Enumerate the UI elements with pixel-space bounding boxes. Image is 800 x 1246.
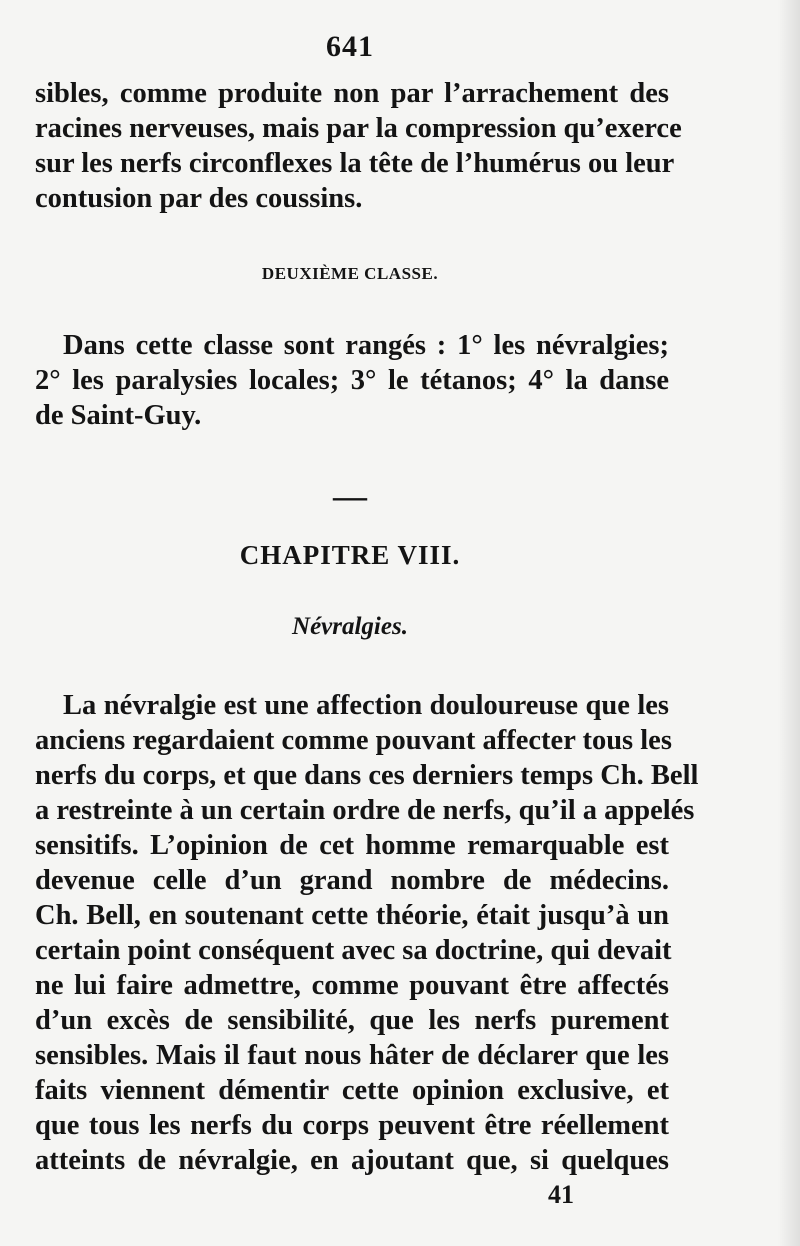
class-heading: DEUXIÈME CLASSE. (261, 264, 439, 283)
text-line: que tous les nerfs du corps peuvent être réellement (35, 1110, 669, 1141)
text-line: atteints de névralgie, en ajoutant que, si quelques (35, 1145, 669, 1176)
paragraph-continuation (35, 76, 682, 216)
paragraph-class-list (35, 328, 669, 433)
text-line: sensibles. Mais il faut nous hâter de déclarer que les (35, 1040, 669, 1071)
text-line: d’un excès de sensibilité, que les nerfs purement (35, 1005, 669, 1036)
text-line: sensitifs. L’opinion de cet homme remarquable est (35, 830, 669, 861)
page-number: 641 (326, 30, 374, 63)
paragraph-nevralgie (35, 688, 699, 1178)
text-line: faits viennent démentir cette opinion exclusive, et (35, 1075, 669, 1106)
text-line: de Saint-Guy. (35, 400, 202, 431)
text-line: contusion par des coussins. (35, 183, 363, 214)
text-line: ne lui faire admettre, comme pouvant être affectés (35, 970, 669, 1001)
text-line: certain point conséquent avec sa doctrine, qui devait (35, 935, 672, 966)
text-line: sibles, comme produite non par l’arrachement des (35, 78, 669, 109)
signature-mark: 41 (548, 1180, 574, 1209)
section-separator: — (333, 478, 367, 515)
text-line: anciens regardaient comme pouvant affecter tous les (35, 725, 672, 756)
text-line: a restreinte à un certain ordre de nerfs, qu’il a appelés (35, 795, 695, 826)
text-line: nerfs du corps, et que dans ces derniers temps Ch. Bell (35, 760, 699, 791)
text-line: 2° les paralysies locales; 3° le tétanos; 4° la danse (35, 365, 669, 396)
chapter-title: CHAPITRE VIII. (239, 540, 461, 570)
section-title: Névralgies. (292, 613, 408, 640)
text-line: devenue celle d’un grand nombre de médecins. (35, 865, 669, 896)
text-line: Ch. Bell, en soutenant cette théorie, était jusqu’à un (35, 900, 669, 931)
page-edge-shadow (778, 0, 800, 1246)
text-line: Dans cette classe sont rangés : 1° les névralgies; (63, 330, 669, 361)
text-line: racines nerveuses, mais par la compression qu’exerce (35, 113, 682, 144)
text-line: La névralgie est une affection douloureuse que les (63, 690, 669, 721)
text-line: sur les nerfs circonflexes la tête de l’humérus ou leur (35, 148, 675, 179)
